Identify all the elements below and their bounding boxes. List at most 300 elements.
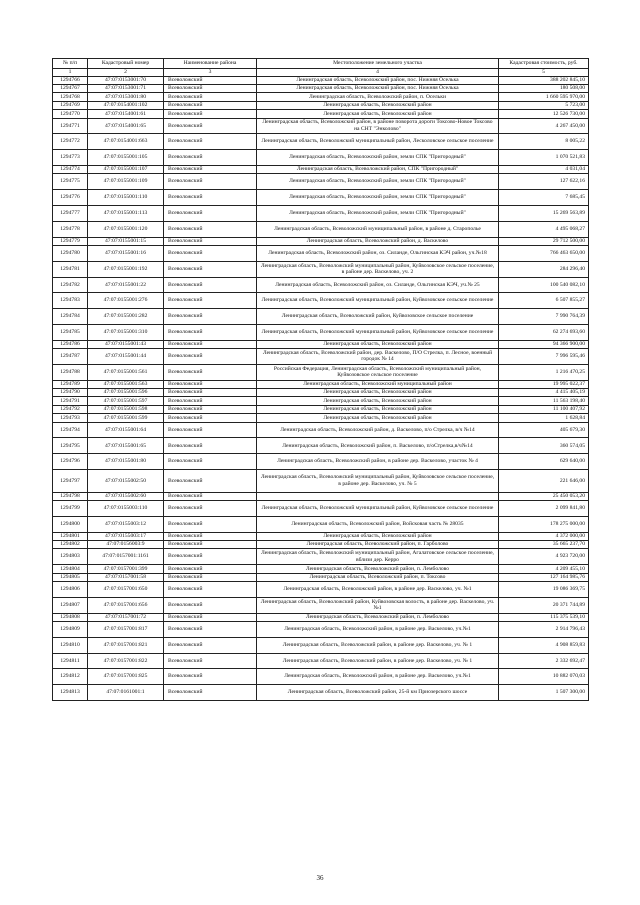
district-cell: Всеволожский	[164, 93, 257, 101]
cadastral-value-cell: 2 099 841,80	[499, 501, 589, 517]
district-cell: Всеволожский	[164, 565, 257, 573]
location-cell: Ленинградская область, Всеволожский муниципальный район	[257, 380, 499, 388]
cadastral-number-cell: 47:07:0153001:80	[88, 93, 164, 101]
district-cell: Всеволожский	[164, 621, 257, 637]
cadastral-value-cell: 4 495 068,27	[499, 221, 589, 237]
table-row	[53, 118, 589, 134]
cadastral-number-cell: 47:07:0155001:105	[88, 150, 164, 166]
district-cell: Всеволожский	[164, 309, 257, 325]
cadastral-value-cell: 405 679,30	[499, 422, 589, 438]
district-cell: Всеволожский	[164, 516, 257, 532]
cadastral-number-cell: 47:07:0155001:113	[88, 205, 164, 221]
cadastral-value-cell: 360 574,05	[499, 438, 589, 454]
cadastral-number-cell: 47:07:0153001:71	[88, 84, 164, 92]
cadastral-value-cell: 8 005,22	[499, 134, 589, 150]
cadastral-number-cell: 47:07:0157001:822	[88, 653, 164, 669]
row-number-cell: 1294793	[53, 414, 88, 422]
location-cell: Ленинградская область, Всеволожский район, Куйвозовское сельское поселение	[257, 309, 499, 325]
row-number-cell: 1294795	[53, 438, 88, 454]
cadastral-value-cell: 35 665 237,70	[499, 540, 589, 548]
location-cell: Ленинградская область, Всеволожский район, в районе поворота дороги Токсово-Новое Токсово на СНТ "Энколово"	[257, 118, 499, 134]
row-number-cell: 1294769	[53, 101, 88, 109]
district-cell: Всеволожский	[164, 277, 257, 293]
index-cell: 3	[164, 69, 257, 77]
cadastral-number-cell: 47:07:0155003:110	[88, 501, 164, 517]
district-cell: Всеволожский	[164, 405, 257, 413]
location-cell: Ленинградская область, Всеволожский район	[257, 110, 499, 118]
cadastral-value-cell: 6 507 855,27	[499, 293, 589, 309]
cadastral-number-cell: 47:07:0157001:825	[88, 669, 164, 685]
header-location: Местоположение земельного участка	[257, 59, 499, 69]
header-value: Кадастровая стоимость, руб.	[499, 59, 589, 69]
district-cell: Всеволожский	[164, 340, 257, 348]
cadastral-number-cell: 47:07:0154001:663	[88, 134, 164, 150]
cadastral-number-cell: 47:07:0155001:598	[88, 405, 164, 413]
location-cell: Ленинградская область, Всеволожский район	[257, 389, 499, 397]
cadastral-value-cell: 115 375 539,10	[499, 613, 589, 621]
cadastral-value-cell: 11 563 198,40	[499, 397, 589, 405]
cadastral-number-cell: 47:07:0155001:22	[88, 277, 164, 293]
table-row	[53, 414, 589, 422]
location-cell: Ленинградская область, Всеволожский муниципальный район, Куйвозовское сельское поселение	[257, 324, 499, 340]
table-row	[53, 150, 589, 166]
table-row	[53, 405, 589, 413]
district-cell: Всеволожский	[164, 438, 257, 454]
row-number-cell: 1294791	[53, 397, 88, 405]
district-cell: Всеволожский	[164, 245, 257, 261]
cadastral-number-cell: 47:07:0155001:563	[88, 380, 164, 388]
cadastral-value-table	[52, 58, 589, 701]
district-cell: Всеволожский	[164, 261, 257, 277]
district-cell: Всеволожский	[164, 422, 257, 438]
cadastral-number-cell: 47:07:0154001:102	[88, 101, 164, 109]
district-cell: Всеволожский	[164, 101, 257, 109]
column-index-row	[53, 69, 589, 77]
cadastral-number-cell: 47:07:0155001:310	[88, 324, 164, 340]
district-cell: Всеволожский	[164, 293, 257, 309]
row-number-cell: 1294770	[53, 110, 88, 118]
district-cell: Всеволожский	[164, 549, 257, 565]
table-row	[53, 653, 589, 669]
cadastral-value-cell: 4 372 000,00	[499, 532, 589, 540]
index-cell: 1	[53, 69, 88, 77]
row-number-cell: 1294775	[53, 174, 88, 190]
district-cell: Всеволожский	[164, 414, 257, 422]
cadastral-number-cell: 47:07:0157001:656	[88, 597, 164, 613]
location-cell: Ленинградская область, Всеволожский муниципальный район, Куйвозовское сельское поселение	[257, 293, 499, 309]
row-number-cell: 1294797	[53, 470, 88, 493]
cadastral-number-cell: 47:07:0155001:596	[88, 389, 164, 397]
location-cell: Ленинградская область, Всеволожский район	[257, 405, 499, 413]
table-row	[53, 492, 589, 500]
row-number-cell: 1294798	[53, 492, 88, 500]
location-cell: Ленинградская область, Всеволожский район	[257, 340, 499, 348]
cadastral-number-cell: 47:07:0153001:70	[88, 76, 164, 84]
location-cell: Ленинградская область, Всеволожский район, земли СПК "Пригородный"	[257, 174, 499, 190]
cadastral-number-cell: 47:07:0157001:58	[88, 573, 164, 581]
cadastral-number-cell: 47:07:0155001:44	[88, 349, 164, 365]
index-cell: 4	[257, 69, 499, 77]
cadastral-value-cell: 29 712 500,00	[499, 237, 589, 245]
cadastral-value-cell: 127 622,16	[499, 174, 589, 190]
table-row	[53, 309, 589, 325]
table-row	[53, 261, 589, 277]
row-number-cell: 1294804	[53, 565, 88, 573]
table-row	[53, 324, 589, 340]
cadastral-value-cell: 1 216 470,25	[499, 364, 589, 380]
location-cell: Ленинградская область, Всеволожский район, д. Васкелово, п/о Стрелка, в/ч №14	[257, 422, 499, 438]
cadastral-number-cell: 47:07:0155001:110	[88, 190, 164, 206]
cadastral-value-cell: 629 640,00	[499, 454, 589, 470]
cadastral-number-cell: 47:07:0155001:192	[88, 261, 164, 277]
row-number-cell: 1294788	[53, 364, 88, 380]
row-number-cell: 1294810	[53, 637, 88, 653]
cadastral-value-cell: 4 267 450,00	[499, 118, 589, 134]
district-cell: Всеволожский	[164, 581, 257, 597]
location-cell: Ленинградская область, Всеволожский район, СПК "Пригородный"	[257, 165, 499, 173]
table-row	[53, 685, 589, 701]
table-row	[53, 597, 589, 613]
location-cell: Ленинградская область, Всеволожский муниципальный район, Агалатовское сельское поселение, вблизи дер. Керро	[257, 549, 499, 565]
cadastral-value-cell: 25 450 053,20	[499, 492, 589, 500]
district-cell: Всеволожский	[164, 397, 257, 405]
cadastral-number-cell: 47:07:0155001:107	[88, 165, 164, 173]
row-number-cell: 1294794	[53, 422, 88, 438]
cadastral-number-cell: 47:07:0155001:64	[88, 422, 164, 438]
location-cell: Ленинградская область, Всеволожский район	[257, 101, 499, 109]
cadastral-number-cell: 47:07:0155001:120	[88, 221, 164, 237]
district-cell: Всеволожский	[164, 165, 257, 173]
table-row	[53, 340, 589, 348]
district-cell: Всеволожский	[164, 501, 257, 517]
location-cell: Ленинградская область, Всеволожский район, п. Лемболово	[257, 565, 499, 573]
cadastral-number-cell: 47:07:0157001:399	[88, 565, 164, 573]
cadastral-number-cell: 47:07:0154001:61	[88, 110, 164, 118]
row-number-cell: 1294812	[53, 669, 88, 685]
cadastral-value-cell: 180 508,00	[499, 84, 589, 92]
table-row	[53, 221, 589, 237]
table-row	[53, 669, 589, 685]
location-cell: Ленинградская область, Всеволожский район	[257, 397, 499, 405]
district-cell: Всеволожский	[164, 540, 257, 548]
row-number-cell: 1294811	[53, 653, 88, 669]
cadastral-value-cell: 388 202 845,10	[499, 76, 589, 84]
header-district: Наименование района	[164, 59, 257, 69]
location-cell: Ленинградская область, Всеволожский район, оз. Силанде, Ольгинская КЭЧ, уч.№ 25	[257, 277, 499, 293]
table-row	[53, 101, 589, 109]
district-cell: Всеволожский	[164, 150, 257, 166]
cadastral-number-cell: 47:07:0155001:276	[88, 293, 164, 309]
location-cell: Ленинградская область, Всеволожский район, п. Гарболово	[257, 540, 499, 548]
index-cell: 5	[499, 69, 589, 77]
row-number-cell: 1294785	[53, 324, 88, 340]
row-number-cell: 1294784	[53, 309, 88, 325]
district-cell: Всеволожский	[164, 669, 257, 685]
cadastral-number-cell: 47:07:0154001:65	[88, 118, 164, 134]
table-row	[53, 380, 589, 388]
table-row	[53, 174, 589, 190]
cadastral-value-cell: 4 415 405,19	[499, 389, 589, 397]
district-cell: Всеволожский	[164, 190, 257, 206]
cadastral-value-cell: 11 100 407,92	[499, 405, 589, 413]
district-cell: Всеволожский	[164, 653, 257, 669]
cadastral-value-cell: 20 371 744,89	[499, 597, 589, 613]
location-cell: Ленинградская область, Всеволожский район, в районе дер. Васкелово, участок № 4	[257, 454, 499, 470]
location-cell: Российская Федерация, Ленинградская область, Всеволожский муниципальный район, Куйвозовское сельское поселение	[257, 364, 499, 380]
row-number-cell: 1294807	[53, 597, 88, 613]
cadastral-number-cell: 47:07:0155001:65	[88, 438, 164, 454]
cadastral-value-cell: 1 628,84	[499, 414, 589, 422]
cadastral-value-cell: 2 332 692,47	[499, 653, 589, 669]
cadastral-value-cell: 62 274 693,60	[499, 324, 589, 340]
row-number-cell: 1294799	[53, 501, 88, 517]
cadastral-number-cell: 47:07:0157001:1161	[88, 549, 164, 565]
district-cell: Всеволожский	[164, 349, 257, 365]
cadastral-value-cell: 127 164 985,76	[499, 573, 589, 581]
cadastral-value-cell: 4 031,04	[499, 165, 589, 173]
district-cell: Всеволожский	[164, 110, 257, 118]
table-row	[53, 573, 589, 581]
page-number: 36	[316, 874, 324, 882]
table-row	[53, 165, 589, 173]
header-cadastral-number: Кадастровый номер	[88, 59, 164, 69]
table-row	[53, 76, 589, 84]
cadastral-value-cell: 10 882 070,03	[499, 669, 589, 685]
table-row	[53, 84, 589, 92]
cadastral-value-cell: 284 296,40	[499, 261, 589, 277]
cadastral-number-cell: 47:07:0155001:561	[88, 364, 164, 380]
row-number-cell: 1294774	[53, 165, 88, 173]
cadastral-number-cell: 47:07:0155002:60	[88, 492, 164, 500]
district-cell: Всеволожский	[164, 134, 257, 150]
row-number-cell: 1294767	[53, 84, 88, 92]
location-cell: Ленинградская область, Всеволожский район, земли СПК "Пригородный"	[257, 150, 499, 166]
location-cell: Ленинградская область, Всеволожский район	[257, 414, 499, 422]
cadastral-value-cell: 1 070 521,83	[499, 150, 589, 166]
table-row	[53, 565, 589, 573]
table-row	[53, 389, 589, 397]
location-cell: Ленинградская область, Всеволожский район, в районе дер. Васкелово, уч. №1	[257, 581, 499, 597]
district-cell: Всеволожский	[164, 84, 257, 92]
table-row	[53, 205, 589, 221]
cadastral-value-cell: 7 996 595,46	[499, 349, 589, 365]
cadastral-number-cell: 47:07:0155003:17	[88, 532, 164, 540]
location-cell: Ленинградская область, Всеволожский район, в районе дер. Васкелово, уч.№1	[257, 669, 499, 685]
location-cell: Ленинградская область, Всеволожский муниципальный район, Куйвозовское сельское поселение	[257, 501, 499, 517]
table-row	[53, 93, 589, 101]
location-cell: Ленинградская область, Всеволожский район, п. Осельки	[257, 93, 499, 101]
cadastral-number-cell: 47:07:0155001:282	[88, 309, 164, 325]
row-number-cell: 1294773	[53, 150, 88, 166]
cadastral-value-cell: 1 507 300,00	[499, 685, 589, 701]
cadastral-number-cell: 47:07:0155001:15	[88, 237, 164, 245]
district-cell: Всеволожский	[164, 380, 257, 388]
cadastral-number-cell: 47:07:0155001:43	[88, 340, 164, 348]
location-cell: Ленинградская область, Всеволожский район, Войсковая часть № 28035	[257, 516, 499, 532]
cadastral-number-cell: 47:07:0155001:597	[88, 397, 164, 405]
table-row	[53, 349, 589, 365]
location-cell: Ленинградская область, Всеволожский муниципальный район, в районе д. Старополье	[257, 221, 499, 237]
district-cell: Всеволожский	[164, 237, 257, 245]
table-row	[53, 134, 589, 150]
district-cell: Всеволожский	[164, 454, 257, 470]
location-cell: Ленинградская область, Всеволожский район, в районе дер. Васкелово, уч. № 1	[257, 653, 499, 669]
row-number-cell: 1294783	[53, 293, 88, 309]
district-cell: Всеволожский	[164, 389, 257, 397]
cadastral-value-cell: 1 660 595 970,00	[499, 93, 589, 101]
location-cell: Ленинградская область, Всеволожский район, в районе дер. Васкелово, уч. № 1	[257, 637, 499, 653]
cadastral-value-cell: 2 914 796,43	[499, 621, 589, 637]
row-number-cell: 1294796	[53, 454, 88, 470]
row-number-cell: 1294772	[53, 134, 88, 150]
location-cell: Ленинградская область, Всеволожский район, дер. Васкелово, П/О Стрелка, п. Лесное, военный городок № 14	[257, 349, 499, 365]
table-row	[53, 397, 589, 405]
header-number: № п/п	[53, 59, 88, 69]
cadastral-value-cell: 178 275 000,00	[499, 516, 589, 532]
table-row	[53, 470, 589, 493]
location-cell: Ленинградская область, Всеволожский муниципальный район, Куйвозовское сельское поселение, в районе дер. Васкелово, уч. 2	[257, 261, 499, 277]
row-number-cell: 1294787	[53, 349, 88, 365]
row-number-cell: 1294781	[53, 261, 88, 277]
table-row	[53, 501, 589, 517]
cadastral-value-cell: 7 990 764,39	[499, 309, 589, 325]
location-cell	[257, 492, 499, 500]
district-cell: Всеволожский	[164, 118, 257, 134]
row-number-cell: 1294782	[53, 277, 88, 293]
row-number-cell: 1294777	[53, 205, 88, 221]
cadastral-value-cell: 19 086 369,75	[499, 581, 589, 597]
row-number-cell: 1294780	[53, 245, 88, 261]
district-cell: Всеволожский	[164, 470, 257, 493]
cadastral-value-cell: 12 526 730,00	[499, 110, 589, 118]
row-number-cell: 1294778	[53, 221, 88, 237]
district-cell: Всеволожский	[164, 364, 257, 380]
row-number-cell: 1294806	[53, 581, 88, 597]
location-cell: Ленинградская область, Всеволожский район, земли СПК "Пригородный"	[257, 205, 499, 221]
row-number-cell: 1294805	[53, 573, 88, 581]
cadastral-value-cell: 5 723,00	[499, 101, 589, 109]
table-row	[53, 110, 589, 118]
table-row	[53, 549, 589, 565]
row-number-cell: 1294766	[53, 76, 88, 84]
table-row	[53, 454, 589, 470]
location-cell: Ленинградская область, Всеволожский район, пос. Нижняя Оселька	[257, 76, 499, 84]
row-number-cell: 1294809	[53, 621, 88, 637]
row-number-cell: 1294768	[53, 93, 88, 101]
location-cell: Ленинградская область, Всеволожский муниципальный район, Лесколовское сельское поселение	[257, 134, 499, 150]
location-cell: Ленинградская область, Всеволожский район, оз. Силанде, Ольгинская КЭЧ район, уч.№18	[257, 245, 499, 261]
district-cell: Всеволожский	[164, 221, 257, 237]
cadastral-value-cell: 15 269 563,89	[499, 205, 589, 221]
table-row	[53, 293, 589, 309]
row-number-cell: 1294801	[53, 532, 88, 540]
location-cell: Ленинградская область, Всеволожский район, в районе дер. Васкелово, уч.№1	[257, 621, 499, 637]
row-number-cell: 1294771	[53, 118, 88, 134]
location-cell: Ленинградская область, Всеволожский район, 25-й км Приозерского шоссе	[257, 685, 499, 701]
cadastral-number-cell: 47:07:0155001:80	[88, 454, 164, 470]
cadastral-value-cell: 7 685,45	[499, 190, 589, 206]
row-number-cell: 1294803	[53, 549, 88, 565]
district-cell: Всеволожский	[164, 492, 257, 500]
location-cell: Ленинградская область, Всеволожский район, п. Лемболово	[257, 613, 499, 621]
cadastral-value-cell: 4 908 859,83	[499, 637, 589, 653]
location-cell: Ленинградская область, Всеволожский район, пос. Нижняя Оселька	[257, 84, 499, 92]
cadastral-value-cell: 19 995 022,37	[499, 380, 589, 388]
location-cell: Ленинградская область, Всеволожский район, земли СПК "Пригородный"	[257, 190, 499, 206]
district-cell: Всеволожский	[164, 324, 257, 340]
cadastral-number-cell: 47:07:0155002:50	[88, 470, 164, 493]
table-row	[53, 364, 589, 380]
cadastral-value-cell: 766 463 650,00	[499, 245, 589, 261]
cadastral-number-cell: 47:07:0157001:821	[88, 637, 164, 653]
table-row	[53, 613, 589, 621]
row-number-cell: 1294813	[53, 685, 88, 701]
cadastral-number-cell: 47:07:0157001:817	[88, 621, 164, 637]
cadastral-value-cell: 4 923 720,00	[499, 549, 589, 565]
cadastral-value-cell: 4 209 455,10	[499, 565, 589, 573]
row-number-cell: 1294786	[53, 340, 88, 348]
table-row	[53, 516, 589, 532]
table-row	[53, 422, 589, 438]
cadastral-number-cell: 47:07:0156003:9	[88, 540, 164, 548]
table-header-row	[53, 59, 589, 69]
table-row	[53, 438, 589, 454]
row-number-cell: 1294789	[53, 380, 88, 388]
table-row	[53, 245, 589, 261]
district-cell: Всеволожский	[164, 685, 257, 701]
cadastral-number-cell: 47:07:0161001:1	[88, 685, 164, 701]
table-row	[53, 540, 589, 548]
location-cell: Ленинградская область, Всеволожский район, Куйвозовская волость, в районе дер. Васкелово, уч.№1	[257, 597, 499, 613]
document-sheet	[52, 58, 588, 701]
district-cell: Всеволожский	[164, 637, 257, 653]
table-row	[53, 237, 589, 245]
row-number-cell: 1294779	[53, 237, 88, 245]
table-row	[53, 532, 589, 540]
row-number-cell: 1294790	[53, 389, 88, 397]
cadastral-value-cell: 221 646,00	[499, 470, 589, 493]
cadastral-value-cell: 100 540 082,10	[499, 277, 589, 293]
table-row	[53, 190, 589, 206]
table-row	[53, 277, 589, 293]
location-cell: Ленинградская область, Всеволожский район	[257, 532, 499, 540]
district-cell: Всеволожский	[164, 613, 257, 621]
cadastral-value-cell: 94 366 900,00	[499, 340, 589, 348]
cadastral-number-cell: 47:07:0155001:16	[88, 245, 164, 261]
cadastral-number-cell: 47:07:0155001:599	[88, 414, 164, 422]
index-cell: 2	[88, 69, 164, 77]
row-number-cell: 1294776	[53, 190, 88, 206]
district-cell: Всеволожский	[164, 532, 257, 540]
table-row	[53, 637, 589, 653]
district-cell: Всеволожский	[164, 174, 257, 190]
cadastral-number-cell: 47:07:0155001:109	[88, 174, 164, 190]
row-number-cell: 1294802	[53, 540, 88, 548]
row-number-cell: 1294800	[53, 516, 88, 532]
table-row	[53, 581, 589, 597]
location-cell: Ленинградская область, Всеволожский муниципальный район, Куйвозовское сельское поселение, в районе дер. Васкелово, уч. № 5	[257, 470, 499, 493]
district-cell: Всеволожский	[164, 573, 257, 581]
district-cell: Всеволожский	[164, 76, 257, 84]
location-cell: Ленинградская область, Всеволожский район, п. Васкелово, п/оСтрелка,в/ч№14	[257, 438, 499, 454]
location-cell: Ленинградская область, Всеволожский район, д. Васкелово	[257, 237, 499, 245]
cadastral-number-cell: 47:07:0155003:12	[88, 516, 164, 532]
cadastral-number-cell: 47:07:0157001:72	[88, 613, 164, 621]
table-row	[53, 621, 589, 637]
row-number-cell: 1294808	[53, 613, 88, 621]
cadastral-number-cell: 47:07:0157001:650	[88, 581, 164, 597]
location-cell: Ленинградская область, Всеволожский район, п. Токсово	[257, 573, 499, 581]
